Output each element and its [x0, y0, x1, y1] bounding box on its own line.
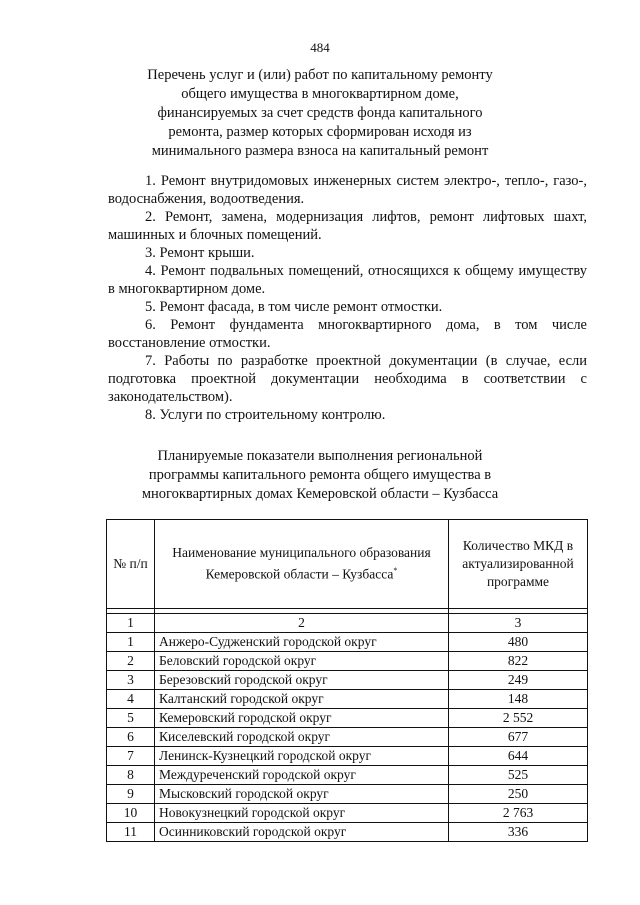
table-row [107, 785, 588, 804]
services-title-line: общего имущества в многоквартирном доме, [181, 86, 459, 102]
row-count-cell: 2 763 [449, 804, 588, 823]
table-row [107, 728, 588, 747]
row-name-cell: Осинниковский городской округ [155, 823, 449, 842]
row-count-cell: 249 [449, 671, 588, 690]
table-row [107, 766, 588, 785]
row-count-cell: 480 [449, 633, 588, 652]
header-num: № п/п [107, 520, 155, 609]
page-number: 484 [310, 40, 330, 55]
services-title-line: минимального размера взноса на капитальный ремонт [151, 143, 489, 159]
row-count-cell: 250 [449, 785, 588, 804]
row-num-cell: 5 [107, 709, 155, 728]
row-num-cell: 10 [107, 804, 155, 823]
indicators-title-line: Планируемые показатели выполнения региональной [157, 448, 483, 464]
table-row [107, 690, 588, 709]
indicators-title-line: программы капитального ремонта общего имущества в [148, 467, 492, 483]
service-item: 5. Ремонт фасада, в том числе ремонт отмостки. [145, 299, 443, 315]
row-num-cell: 2 [107, 652, 155, 671]
column-number-row [107, 614, 588, 633]
service-item: 2. Ремонт, замена, модернизация лифтов, ремонт лифтовых шахт, машинных и блочных помещений. [108, 209, 587, 243]
row-num-cell: 8 [107, 766, 155, 785]
service-item: 6. Ремонт фундамента многоквартирного дома, в том числе восстановление отмостки. [108, 317, 587, 351]
column-number: 1 [107, 614, 155, 633]
table-row [107, 823, 588, 842]
header-name-footnote: * [393, 566, 398, 576]
row-num-cell: 1 [107, 633, 155, 652]
table-row [107, 709, 588, 728]
row-num-cell: 6 [107, 728, 155, 747]
row-num-cell: 4 [107, 690, 155, 709]
service-item: 1. Ремонт внутридомовых инженерных систем электро-, тепло-, газо-, водоснабжения, водоотведения. [108, 173, 587, 207]
row-count-cell: 148 [449, 690, 588, 709]
services-title-line: ремонта, размер которых сформирован исходя из [168, 124, 472, 140]
row-name-cell: Березовский городской округ [155, 671, 449, 690]
table-row [107, 747, 588, 766]
indicators-title [120, 447, 520, 504]
row-name-cell: Новокузнецкий городской округ [155, 804, 449, 823]
table-row [107, 652, 588, 671]
services-title [120, 66, 520, 161]
header-name-text: Наименование муниципального образования Кемеровской области – Кузбасса [172, 545, 431, 582]
column-number: 2 [155, 614, 449, 633]
row-num-cell: 7 [107, 747, 155, 766]
row-name-cell: Киселевский городской округ [155, 728, 449, 747]
services-list [108, 172, 587, 424]
table-row [107, 804, 588, 823]
services-title-line: финансируемых за счет средств фонда капитального [157, 105, 483, 121]
row-name-cell: Ленинск-Кузнецкий городской округ [155, 747, 449, 766]
row-num-cell: 3 [107, 671, 155, 690]
indicators-table [106, 519, 588, 842]
row-name-cell: Беловский городской округ [155, 652, 449, 671]
row-name-cell: Анжеро-Судженский городской округ [155, 633, 449, 652]
row-count-cell: 2 552 [449, 709, 588, 728]
row-count-cell: 644 [449, 747, 588, 766]
service-item: 3. Ремонт крыши. [145, 245, 255, 261]
service-item: 7. Работы по разработке проектной документации (в случае, если подготовка проектной документации необходима в соответствии с законодательством). [108, 353, 587, 405]
row-name-cell: Калтанский городской округ [155, 690, 449, 709]
row-count-cell: 677 [449, 728, 588, 747]
row-num-cell: 11 [107, 823, 155, 842]
row-num-cell: 9 [107, 785, 155, 804]
indicators-title-line: многоквартирных домах Кемеровской области – Кузбасса [141, 486, 499, 502]
table-header-row [107, 520, 588, 609]
row-count-cell: 525 [449, 766, 588, 785]
row-name-cell: Кемеровский городской округ [155, 709, 449, 728]
column-number: 3 [449, 614, 588, 633]
row-count-cell: 822 [449, 652, 588, 671]
services-title-line: Перечень услуг и (или) работ по капитальному ремонту [147, 67, 493, 83]
service-item: 8. Услуги по строительному контролю. [145, 407, 386, 423]
table-row [107, 633, 588, 652]
table-row [107, 671, 588, 690]
row-count-cell: 336 [449, 823, 588, 842]
row-name-cell: Междуреченский городской округ [155, 766, 449, 785]
service-item: 4. Ремонт подвальных помещений, относящихся к общему имуществу в многоквартирном доме. [108, 263, 587, 297]
header-name [155, 520, 449, 609]
row-name-cell: Мысковский городской округ [155, 785, 449, 804]
header-count: Количество МКД в актуализированной программе [449, 520, 588, 609]
